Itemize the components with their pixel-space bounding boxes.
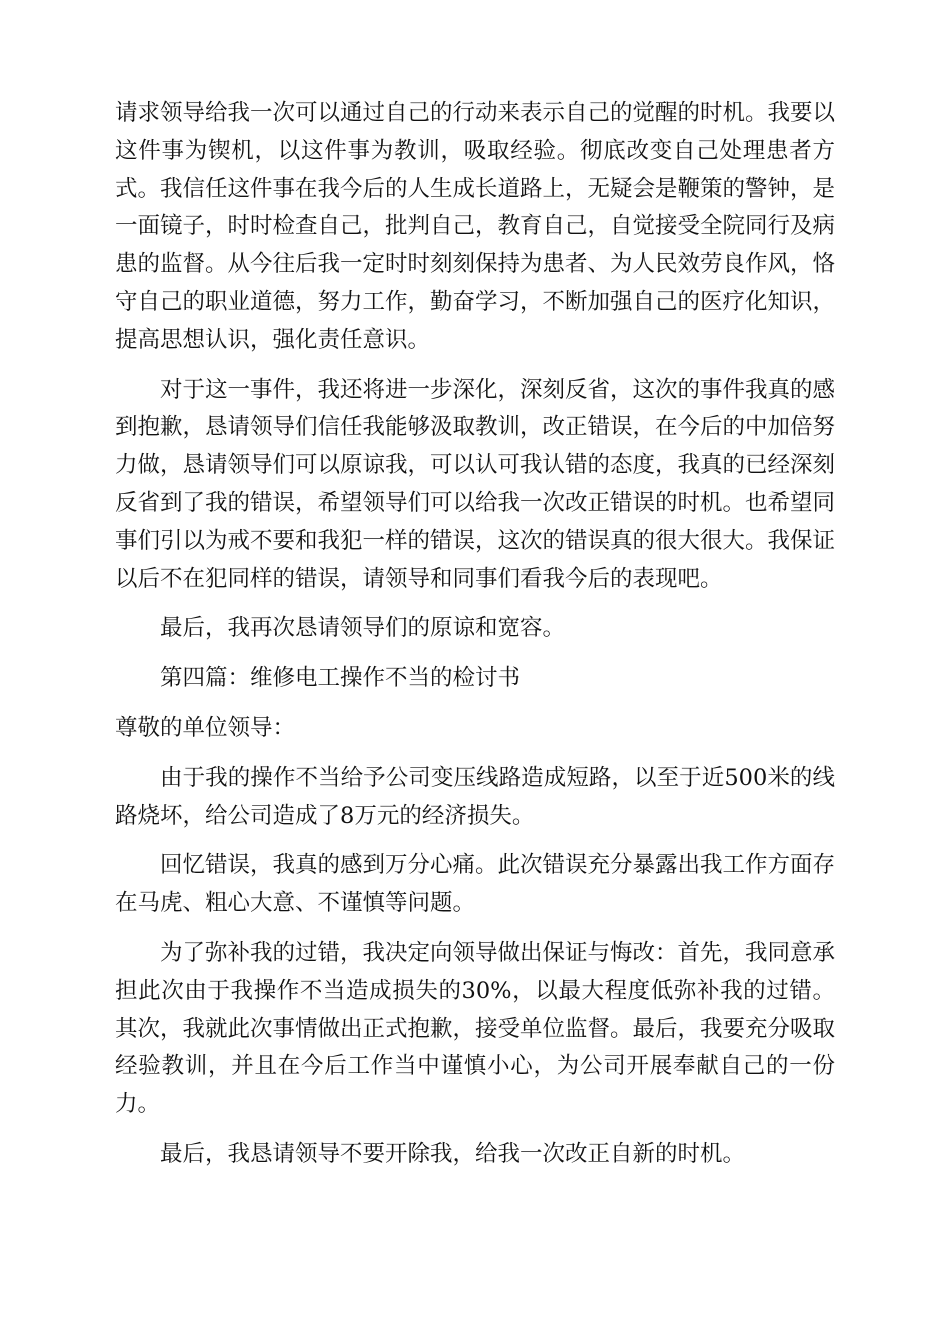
paragraph-1: 请求领导给我一次可以通过自己的行动来表示自己的觉醒的时机。我要以这件事为锲机，以这件事为教训，吸取经验。彻底改变自己处理患者方式。我信任这件事在我今后的人生成长道路上，无疑会是鞭策的警钟，是一面镜子，时时检查自己，批判自己，教育自己，自觉接受全院同行及病患的监督。从今往后我一定时时刻刻保持为患者、为人民效劳良作风，恪守自己的职业道德，努力工作，勤奋学习，不断加强自己的医疗化知识，提高思想认识，强化责任意识。 bbox=[115, 100, 836, 353]
section-heading: 第四篇：维修电工操作不当的检讨书 bbox=[160, 665, 521, 692]
paragraph-2: 对于这一事件，我还将进一步深化，深刻反省，这次的事件我真的感到抱歉，恳请领导们信任我能够汲取教训，改正错误，在今后的中加倍努力做，恳请领导们可以原谅我，可以认可我认错的态度，我真的已经深刻反省到了我的错误，希望领导们可以给我一次改正错误的时机。也希望同事们引以为戒不要和我犯一样的错误，这次的错误真的很大很大。我保证以后不在犯同样的错误，请领导和同事们看我今后的表现吧。 bbox=[115, 376, 836, 592]
salutation: 尊敬的单位领导： bbox=[115, 714, 296, 741]
document-page bbox=[115, 95, 835, 1186]
section-paragraph-1: 由于我的操作不当给予公司变压线路造成短路，以至于近500米的线路烧坏，给公司造成了8万元的经济损失。 bbox=[115, 764, 835, 829]
paragraph-3: 最后，我再次恳请领导们的原谅和宽容。 bbox=[160, 615, 566, 642]
section-paragraph-4: 最后，我恳请领导不要开除我，给我一次改正自新的时机。 bbox=[160, 1140, 746, 1167]
section-paragraph-3: 为了弥补我的过错，我决定向领导做出保证与悔改：首先，我同意承担此次由于我操作不当造成损失的30%，以最大程度低弥补我的过错。其次，我就此次事情做出正式抱歉，接受单位监督。最后，我要充分吸取经验教训，并且在今后工作当中谨慎小心，为公司开展奉献自己的一份力。 bbox=[115, 939, 836, 1118]
section-paragraph-2: 回忆错误，我真的感到万分心痛。此次错误充分暴露出我工作方面存在马虎、粗心大意、不谨慎等问题。 bbox=[115, 852, 836, 917]
